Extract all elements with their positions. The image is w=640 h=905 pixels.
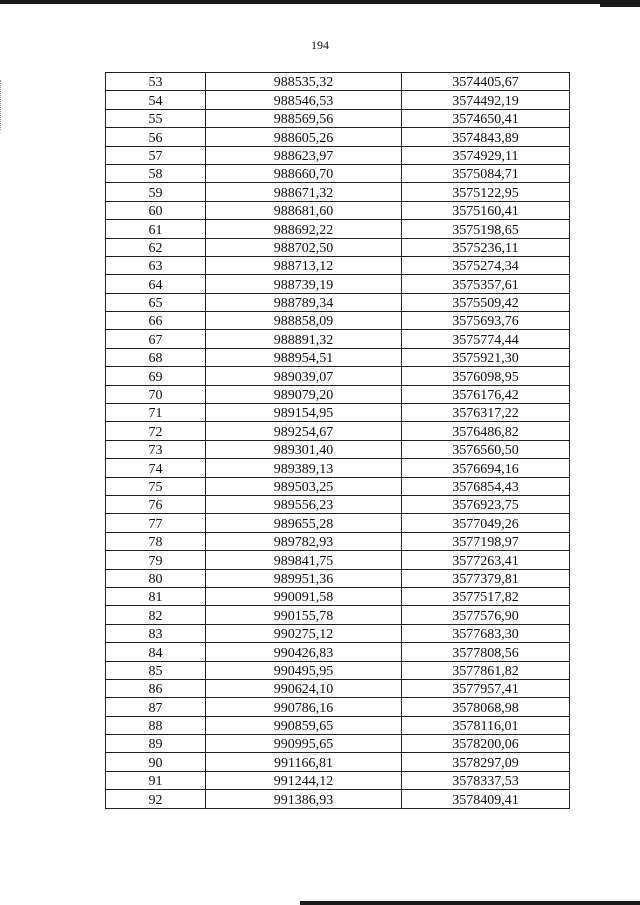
table-row bbox=[106, 716, 570, 734]
point-number-cell: 66 bbox=[106, 312, 206, 330]
y-coordinate-cell: 3576854,43 bbox=[402, 477, 570, 495]
table-row bbox=[106, 440, 570, 458]
table-row bbox=[106, 771, 570, 789]
x-coordinate-cell: 988671,32 bbox=[206, 183, 402, 201]
point-number-cell: 78 bbox=[106, 532, 206, 550]
y-coordinate-cell: 3574929,11 bbox=[402, 146, 570, 164]
table-row bbox=[106, 238, 570, 256]
point-number-cell: 55 bbox=[106, 109, 206, 127]
y-coordinate-cell: 3578409,41 bbox=[402, 790, 570, 808]
y-coordinate-cell: 3576486,82 bbox=[402, 422, 570, 440]
y-coordinate-cell: 3578337,53 bbox=[402, 771, 570, 789]
table-row bbox=[106, 367, 570, 385]
x-coordinate-cell: 989039,07 bbox=[206, 367, 402, 385]
y-coordinate-cell: 3575357,61 bbox=[402, 275, 570, 293]
x-coordinate-cell: 988535,32 bbox=[206, 73, 402, 91]
x-coordinate-cell: 991166,81 bbox=[206, 753, 402, 771]
table-row bbox=[106, 256, 570, 274]
x-coordinate-cell: 988692,22 bbox=[206, 220, 402, 238]
x-coordinate-cell: 990624,10 bbox=[206, 679, 402, 697]
y-coordinate-cell: 3578116,01 bbox=[402, 716, 570, 734]
y-coordinate-cell: 3574405,67 bbox=[402, 73, 570, 91]
point-number-cell: 89 bbox=[106, 735, 206, 753]
point-number-cell: 54 bbox=[106, 91, 206, 109]
y-coordinate-cell: 3577576,90 bbox=[402, 606, 570, 624]
x-coordinate-cell: 988702,50 bbox=[206, 238, 402, 256]
y-coordinate-cell: 3575274,34 bbox=[402, 256, 570, 274]
x-coordinate-cell: 988858,09 bbox=[206, 312, 402, 330]
table-row bbox=[106, 109, 570, 127]
table-row bbox=[106, 91, 570, 109]
x-coordinate-cell: 990859,65 bbox=[206, 716, 402, 734]
point-number-cell: 60 bbox=[106, 201, 206, 219]
y-coordinate-cell: 3577683,30 bbox=[402, 624, 570, 642]
table-row bbox=[106, 348, 570, 366]
point-number-cell: 69 bbox=[106, 367, 206, 385]
x-coordinate-cell: 989503,25 bbox=[206, 477, 402, 495]
table-row bbox=[106, 164, 570, 182]
x-coordinate-cell: 990495,95 bbox=[206, 661, 402, 679]
x-coordinate-cell: 988681,60 bbox=[206, 201, 402, 219]
point-number-cell: 64 bbox=[106, 275, 206, 293]
table-row bbox=[106, 514, 570, 532]
y-coordinate-cell: 3578068,98 bbox=[402, 698, 570, 716]
x-coordinate-cell: 989254,67 bbox=[206, 422, 402, 440]
y-coordinate-cell: 3576694,16 bbox=[402, 459, 570, 477]
table-row bbox=[106, 312, 570, 330]
x-coordinate-cell: 990275,12 bbox=[206, 624, 402, 642]
y-coordinate-cell: 3575198,65 bbox=[402, 220, 570, 238]
x-coordinate-cell: 988789,34 bbox=[206, 293, 402, 311]
x-coordinate-cell: 988605,26 bbox=[206, 128, 402, 146]
x-coordinate-cell: 989301,40 bbox=[206, 440, 402, 458]
page-number: 194 bbox=[311, 38, 329, 52]
point-number-cell: 91 bbox=[106, 771, 206, 789]
table-row bbox=[106, 790, 570, 808]
table-row bbox=[106, 624, 570, 642]
table-row bbox=[106, 183, 570, 201]
x-coordinate-cell: 989951,36 bbox=[206, 569, 402, 587]
coordinates-table-body bbox=[106, 73, 570, 809]
table-row bbox=[106, 275, 570, 293]
point-number-cell: 80 bbox=[106, 569, 206, 587]
y-coordinate-cell: 3577198,97 bbox=[402, 532, 570, 550]
table-row bbox=[106, 606, 570, 624]
y-coordinate-cell: 3575084,71 bbox=[402, 164, 570, 182]
y-coordinate-cell: 3578297,09 bbox=[402, 753, 570, 771]
table-row bbox=[106, 477, 570, 495]
x-coordinate-cell: 989079,20 bbox=[206, 385, 402, 403]
x-coordinate-cell: 989655,28 bbox=[206, 514, 402, 532]
table-row bbox=[106, 201, 570, 219]
y-coordinate-cell: 3577517,82 bbox=[402, 587, 570, 605]
y-coordinate-cell: 3576317,22 bbox=[402, 404, 570, 422]
y-coordinate-cell: 3577957,41 bbox=[402, 679, 570, 697]
table-row bbox=[106, 532, 570, 550]
x-coordinate-cell: 988713,12 bbox=[206, 256, 402, 274]
point-number-cell: 61 bbox=[106, 220, 206, 238]
table-row bbox=[106, 128, 570, 146]
point-number-cell: 85 bbox=[106, 661, 206, 679]
x-coordinate-cell: 988954,51 bbox=[206, 348, 402, 366]
table-row bbox=[106, 753, 570, 771]
point-number-cell: 65 bbox=[106, 293, 206, 311]
x-coordinate-cell: 991386,93 bbox=[206, 790, 402, 808]
point-number-cell: 77 bbox=[106, 514, 206, 532]
y-coordinate-cell: 3575921,30 bbox=[402, 348, 570, 366]
point-number-cell: 88 bbox=[106, 716, 206, 734]
y-coordinate-cell: 3577808,56 bbox=[402, 643, 570, 661]
x-coordinate-cell: 990995,65 bbox=[206, 735, 402, 753]
table-row bbox=[106, 643, 570, 661]
y-coordinate-cell: 3577263,41 bbox=[402, 551, 570, 569]
y-coordinate-cell: 3576098,95 bbox=[402, 367, 570, 385]
y-coordinate-cell: 3575774,44 bbox=[402, 330, 570, 348]
x-coordinate-cell: 989154,95 bbox=[206, 404, 402, 422]
point-number-cell: 63 bbox=[106, 256, 206, 274]
x-coordinate-cell: 989782,93 bbox=[206, 532, 402, 550]
table-row bbox=[106, 422, 570, 440]
point-number-cell: 76 bbox=[106, 495, 206, 513]
point-number-cell: 73 bbox=[106, 440, 206, 458]
y-coordinate-cell: 3576176,42 bbox=[402, 385, 570, 403]
table-row bbox=[106, 146, 570, 164]
table-row bbox=[106, 330, 570, 348]
y-coordinate-cell: 3577379,81 bbox=[402, 569, 570, 587]
y-coordinate-cell: 3578200,06 bbox=[402, 735, 570, 753]
table-row bbox=[106, 220, 570, 238]
point-number-cell: 56 bbox=[106, 128, 206, 146]
table-row bbox=[106, 661, 570, 679]
y-coordinate-cell: 3574650,41 bbox=[402, 109, 570, 127]
y-coordinate-cell: 3574843,89 bbox=[402, 128, 570, 146]
x-coordinate-cell: 988546,53 bbox=[206, 91, 402, 109]
point-number-cell: 53 bbox=[106, 73, 206, 91]
point-number-cell: 75 bbox=[106, 477, 206, 495]
x-coordinate-cell: 988623,97 bbox=[206, 146, 402, 164]
point-number-cell: 59 bbox=[106, 183, 206, 201]
scan-edge-left bbox=[0, 80, 2, 130]
coordinates-table bbox=[105, 72, 570, 809]
x-coordinate-cell: 989389,13 bbox=[206, 459, 402, 477]
point-number-cell: 57 bbox=[106, 146, 206, 164]
point-number-cell: 87 bbox=[106, 698, 206, 716]
point-number-cell: 72 bbox=[106, 422, 206, 440]
point-number-cell: 67 bbox=[106, 330, 206, 348]
y-coordinate-cell: 3575693,76 bbox=[402, 312, 570, 330]
table-row bbox=[106, 404, 570, 422]
scan-edge-top bbox=[0, 0, 640, 4]
point-number-cell: 90 bbox=[106, 753, 206, 771]
y-coordinate-cell: 3575236,11 bbox=[402, 238, 570, 256]
y-coordinate-cell: 3574492,19 bbox=[402, 91, 570, 109]
point-number-cell: 81 bbox=[106, 587, 206, 605]
point-number-cell: 82 bbox=[106, 606, 206, 624]
x-coordinate-cell: 989556,23 bbox=[206, 495, 402, 513]
y-coordinate-cell: 3575122,95 bbox=[402, 183, 570, 201]
table-row bbox=[106, 587, 570, 605]
table-row bbox=[106, 551, 570, 569]
table-row bbox=[106, 385, 570, 403]
table-row bbox=[106, 495, 570, 513]
y-coordinate-cell: 3577049,26 bbox=[402, 514, 570, 532]
x-coordinate-cell: 988891,32 bbox=[206, 330, 402, 348]
x-coordinate-cell: 990155,78 bbox=[206, 606, 402, 624]
point-number-cell: 74 bbox=[106, 459, 206, 477]
point-number-cell: 83 bbox=[106, 624, 206, 642]
point-number-cell: 79 bbox=[106, 551, 206, 569]
x-coordinate-cell: 990091,58 bbox=[206, 587, 402, 605]
point-number-cell: 84 bbox=[106, 643, 206, 661]
point-number-cell: 62 bbox=[106, 238, 206, 256]
y-coordinate-cell: 3575509,42 bbox=[402, 293, 570, 311]
y-coordinate-cell: 3576923,75 bbox=[402, 495, 570, 513]
y-coordinate-cell: 3575160,41 bbox=[402, 201, 570, 219]
x-coordinate-cell: 988660,70 bbox=[206, 164, 402, 182]
x-coordinate-cell: 988569,56 bbox=[206, 109, 402, 127]
table-row bbox=[106, 735, 570, 753]
table-row bbox=[106, 459, 570, 477]
table-row bbox=[106, 293, 570, 311]
point-number-cell: 70 bbox=[106, 385, 206, 403]
point-number-cell: 86 bbox=[106, 679, 206, 697]
table-row bbox=[106, 679, 570, 697]
point-number-cell: 71 bbox=[106, 404, 206, 422]
point-number-cell: 68 bbox=[106, 348, 206, 366]
scan-edge-bottom bbox=[300, 901, 640, 905]
x-coordinate-cell: 989841,75 bbox=[206, 551, 402, 569]
point-number-cell: 92 bbox=[106, 790, 206, 808]
y-coordinate-cell: 3577861,82 bbox=[402, 661, 570, 679]
point-number-cell: 58 bbox=[106, 164, 206, 182]
x-coordinate-cell: 990786,16 bbox=[206, 698, 402, 716]
table-row bbox=[106, 698, 570, 716]
table-row bbox=[106, 569, 570, 587]
x-coordinate-cell: 991244,12 bbox=[206, 771, 402, 789]
x-coordinate-cell: 988739,19 bbox=[206, 275, 402, 293]
y-coordinate-cell: 3576560,50 bbox=[402, 440, 570, 458]
scan-edge-top-tail bbox=[600, 4, 640, 7]
table-row bbox=[106, 73, 570, 91]
x-coordinate-cell: 990426,83 bbox=[206, 643, 402, 661]
